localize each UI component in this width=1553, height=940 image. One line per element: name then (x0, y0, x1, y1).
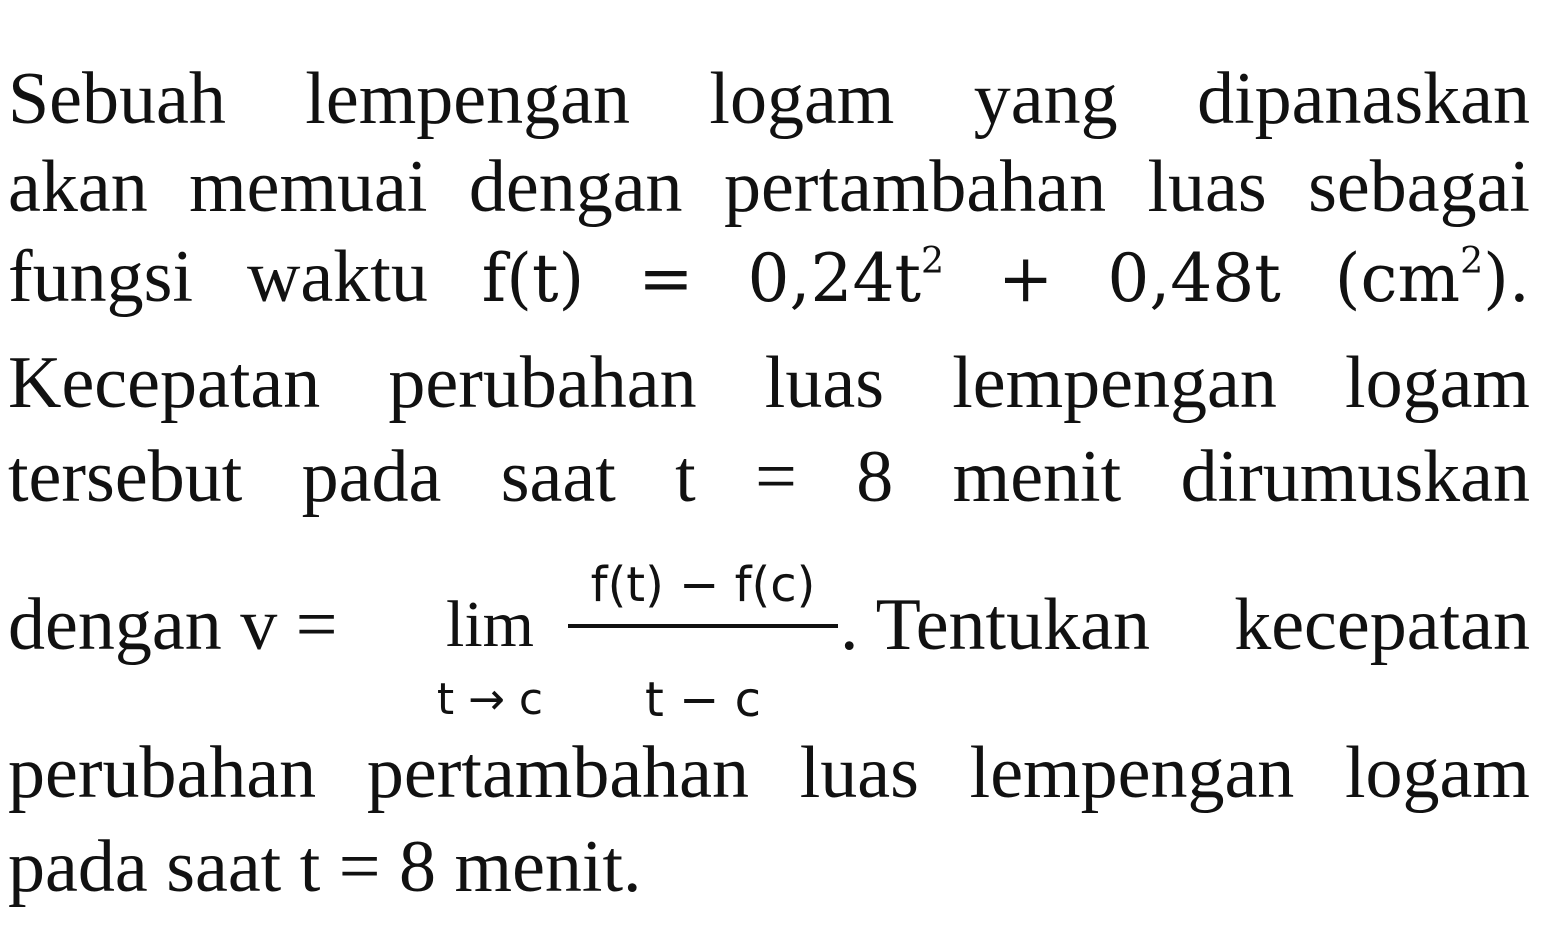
word: Sebuah (8, 58, 226, 140)
unit (1335, 234, 1530, 324)
text-line-5 (8, 432, 1530, 522)
unit-exponent: 2 (1460, 238, 1484, 282)
closing-sentence: pada saat t = 8 menit. (8, 826, 642, 908)
word: akan (8, 146, 148, 228)
word: kecepatan (1234, 584, 1530, 666)
word: logam (1345, 732, 1530, 814)
word: pertambahan (723, 146, 1107, 228)
velocity-definition: dengan v = (8, 584, 338, 666)
word: luas (1147, 146, 1267, 228)
word: yang (973, 58, 1118, 140)
word: fungsi (8, 236, 193, 318)
word: logam (709, 58, 895, 140)
word: Kecepatan (8, 342, 321, 424)
word: perubahan (8, 732, 317, 814)
word: menit (952, 436, 1122, 518)
text-line-1 (8, 54, 1530, 144)
word: pada (301, 436, 442, 518)
function-name: f(t) (481, 240, 585, 317)
difference-quotient (568, 550, 838, 730)
word: dengan (468, 146, 683, 228)
word: memuai (189, 146, 428, 228)
word: lempengan (305, 58, 630, 140)
formula-term-1 (748, 234, 945, 324)
text-line-2 (8, 142, 1530, 232)
unit-open: (cm (1334, 240, 1461, 317)
limit-formula-line (8, 550, 1530, 728)
fraction-bar (568, 624, 838, 628)
fraction-numerator: f(t) − f(c) (590, 557, 816, 613)
problem-text (8, 0, 1530, 940)
plus-sign: + (998, 240, 1054, 317)
limit-line-trailing-text (840, 580, 1530, 670)
fraction-denominator: t − c (645, 672, 761, 728)
text-line-4 (8, 338, 1530, 428)
unit-close: ). (1483, 240, 1530, 317)
word: luas (799, 732, 919, 814)
word: tersebut (8, 436, 243, 518)
word: dirumuskan (1180, 436, 1530, 518)
word: saat (500, 436, 616, 518)
word: perubahan (388, 342, 697, 424)
limit-operator (420, 580, 560, 725)
word: pertambahan (366, 732, 750, 814)
equals-sign: = (755, 436, 797, 518)
word: logam (1345, 342, 1530, 424)
term-1-exponent: 2 (920, 238, 945, 282)
lim-subscript: t → c (436, 674, 544, 725)
text-line-8 (8, 822, 1530, 912)
word: waktu (246, 236, 428, 318)
value: 8 (856, 436, 894, 518)
equals-sign: = (638, 240, 694, 317)
text-line-7 (8, 728, 1530, 818)
word: lempengan (969, 732, 1295, 814)
lim-label: lim (445, 588, 534, 661)
term-1-base: 0,24t (747, 240, 921, 317)
word: lempengan (952, 342, 1277, 424)
variable-t: t (675, 436, 696, 518)
word: luas (764, 342, 884, 424)
formula-term-2: 0,48t (1107, 240, 1281, 317)
word: sebagai (1308, 146, 1530, 228)
text-line-3 (8, 232, 1530, 322)
word: dipanaskan (1197, 58, 1530, 140)
word: . Tentukan (840, 584, 1150, 666)
